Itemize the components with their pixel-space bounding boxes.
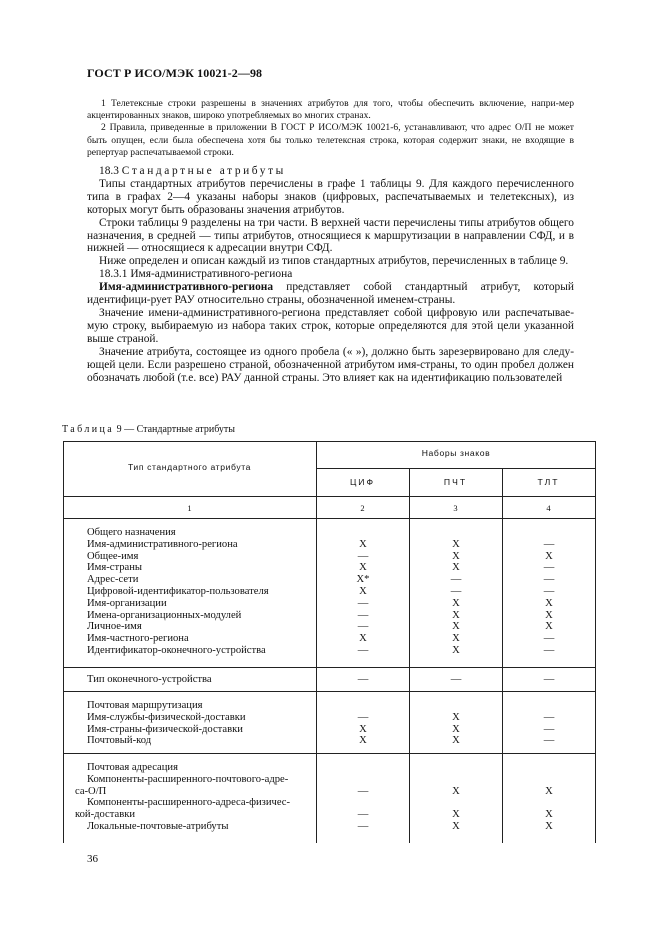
table-caption: Таблица 9 — Стандартные атрибуты [62,424,235,435]
attr-name: Имя-страны [87,562,143,574]
addressing-tlt-values: X X X [545,785,553,832]
col-num-2: 2 [360,503,365,513]
paragraph-3: Ниже определен и описан каждый из типов стандартных атрибутов, перечисленных в таблице 9. [99,255,569,268]
col-head-tlt: ТЛТ [537,477,560,487]
section-heading: 18.3 Стандартные атрибуты [99,165,286,177]
addressing-prt-values: X X X [452,785,460,832]
attr-name: Имена-организационных-модулей [87,609,242,621]
routing-prt-values: X X X [452,711,460,747]
group-header: Наборы знаков [421,448,491,458]
paragraph-4: Имя-административного-региона представляет собой стандартный атрибут, который идентифици-рует РАУ относительно страны, обозначенной именем-страны. [87,281,574,307]
table-rule [63,691,596,692]
term-bold: Имя-административного-региона [99,281,274,294]
general-tlt-values: — X — — — X X X — — [543,538,555,656]
attr-name: Тип оконечного-устройства [87,674,212,685]
col-num-1: 1 [187,503,192,513]
attr-name: Личное-имя [87,621,142,633]
col-num-4: 4 [546,503,551,513]
general-dig-values: X — X X* X — — — X — [356,538,370,656]
group-title: Общего назначения [87,527,176,538]
table-rule [63,667,596,668]
attr-name: Компоненты-расширенного-адреса-физичес- [87,797,291,809]
paragraph-6: Значение атрибута, состоящее из одного пробела (« »), должно быть зарезервировано для следу-ющей цели. Если разрешено страной, обозначенной атрибутом имя-страны, то один пробел должен обозначать любой (т.е. все) РАУ данной страны. Это влияет как на идентификацию пользователей [87,345,574,384]
attr-name: Почтовый-код [87,735,152,747]
attr-name: Локальные-почтовые-атрибуты [87,820,229,832]
note-2: 2 Правила, приведенные в приложении В ГОСТ Р ИСО/МЭК 10021-6, устанавливают, что адрес О/П не может быть опущен, если была обеспечена хотя бы только телетексная строка, которая содержит знаки, не входящие в репертуар распечатываемой строки. [87,122,574,158]
table-border-top [63,441,596,442]
section-body [87,165,574,384]
routing-tlt-values: — — — [543,711,555,747]
general-block [63,527,596,667]
col-head-prt: ПЧТ [443,477,468,487]
general-names [87,527,309,657]
routing-names [87,700,309,747]
attr-name: Имя-частного-региона [87,633,189,645]
attr-name: Адрес-сети [87,574,139,586]
paragraph-5: Значение имени-административного-региона представляет собой цифровую или распечатывае-мую строку, выбираемую из набора таких строк, которые определяются для этой цели указанной выше страной. [87,306,574,345]
table-rule [63,496,596,497]
terminal-type-row: Тип оконечного-устройства — — — [87,674,555,685]
attr-name-cont: са-О/П [75,785,107,797]
section-title: Стандартные атрибуты [121,165,286,177]
attr-name-cont: кой-доставки [75,809,136,821]
note-1: 1 Телетексные строки разрешены в значениях атрибутов для того, чтобы обеспечить включение, напри-мер акцентированных знаков, широко употребляемых во многих странах. [87,98,574,122]
subsection-heading: 18.3.1 Имя-административного-региона [99,268,293,281]
addressing-dig-values: — — — [357,785,369,832]
attr-name: Цифровой-идентификатор-пользователя [87,585,269,597]
group-title: Почтовая маршрутизация [87,700,203,711]
standard-header: ГОСТ Р ИСО/МЭК 10021-2—98 [87,66,263,80]
addressing-names [75,762,309,833]
col1-header: Тип стандартного атрибута [127,462,252,472]
notes-block [87,98,574,159]
col-head-dig: ЦИФ [349,477,376,487]
attr-name: Идентификатор-оконечного-устройства [87,644,266,656]
col-num-3: 3 [453,503,458,513]
attr-name: Общее-имя [87,550,139,562]
routing-block [63,700,596,750]
paragraph-1: Типы стандартных атрибутов перечислены в графе 1 таблицы 9. Для каждого перечисленного типа в графах 2—4 указаны наборы знаков (цифровых, распечатываемых и телетексных), из которых могут быть образованы значения атрибутов. [87,177,574,216]
page-number: 36 [87,853,98,865]
group-title: Почтовая адресация [87,762,178,773]
table-rule [63,518,596,519]
standard-attributes-table [63,441,596,843]
attr-name: Имя-административного-региона [87,538,238,550]
general-prt-values: X X X — — X X X X X [450,538,462,656]
paragraph-2: Строки таблицы 9 разделены на три части. В верхней части перечислены типы атрибутов общего назначения, в средней — типы атрибутов, относящиеся к маршрутизации в направлении СФД, и в нижней — относящиеся к адресации внутри СФД. [87,216,574,255]
attr-name: Имя-страны-физической-доставки [87,723,243,735]
addressing-block [63,762,596,842]
table-rule [63,753,596,754]
routing-dig-values: — X X [357,711,369,747]
attr-name: Имя-организации [87,597,167,609]
table-rule [316,468,596,469]
attr-name: Компоненты-расширенного-почтового-адре- [87,773,289,785]
attr-name: Имя-службы-физической-доставки [87,711,246,723]
